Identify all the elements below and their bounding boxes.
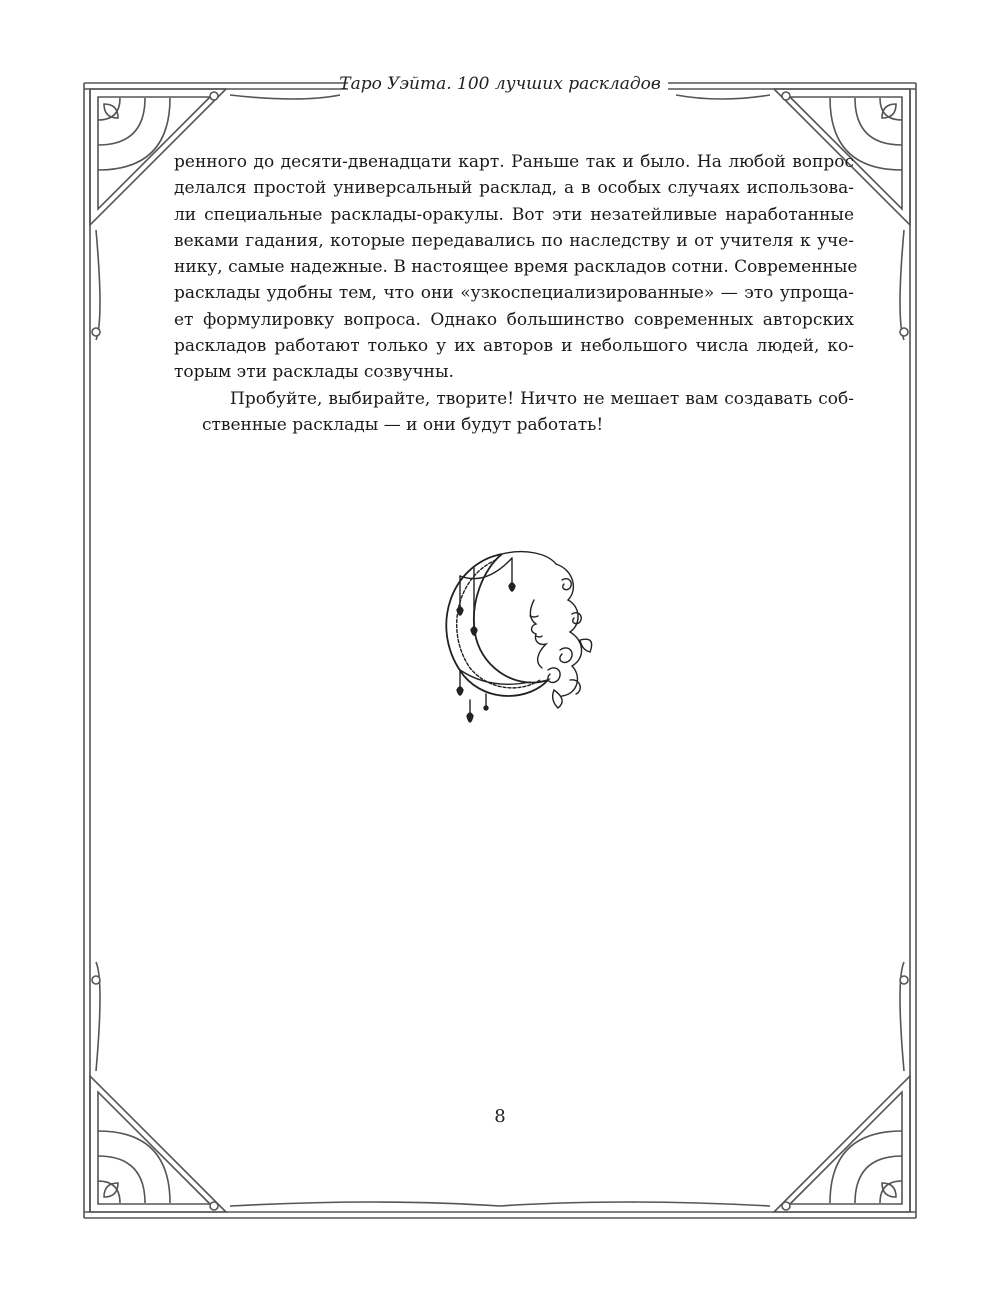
text-line: делался простой универсальный расклад, а в особых случаях использова- (174, 178, 854, 199)
corner-ornament-bottom-right (500, 962, 910, 1212)
corner-ornament-bottom-left (90, 962, 500, 1212)
running-header-title: Таро Уэйта. 100 лучших раскладов (339, 74, 661, 94)
text-line: ренного до десяти-двенадцати карт. Раньше так и было. На любой вопрос (174, 152, 854, 172)
text-line: раскладов работают только у их авторов и небольшого числа людей, ко- (174, 336, 854, 357)
body-text (174, 149, 858, 438)
text-line: Пробуйте, выбирайте, творите! Ничто не мешает вам создавать соб- (230, 388, 854, 409)
text-line: ет формулировку вопроса. Однако большинство современных авторских (174, 309, 854, 330)
text-line: расклады удобны тем, что они «узкоспециализированные» — это упроща- (174, 283, 854, 304)
text-line: нику, самые надежные. В настоящее время раскладов сотни. Современные (174, 257, 858, 278)
text-line: ли специальные расклады-оракулы. Вот эти незатейливые наработанные (174, 204, 854, 225)
text-line: торым эти расклады созвучны. (174, 362, 454, 383)
paragraph-1 (174, 149, 858, 386)
text-line: веками гадания, которые передавались по наследству и от учителя к уче- (174, 230, 854, 251)
page-number: 8 (494, 1106, 506, 1127)
frame-right-line (910, 83, 916, 1218)
text-line: ственные расклады — и они будут работать! (202, 414, 604, 435)
frame-left-line (84, 83, 90, 1218)
crescent-moon-face-icon (430, 540, 600, 730)
paragraph-2 (174, 386, 854, 439)
frame-bottom-line (84, 1212, 916, 1218)
